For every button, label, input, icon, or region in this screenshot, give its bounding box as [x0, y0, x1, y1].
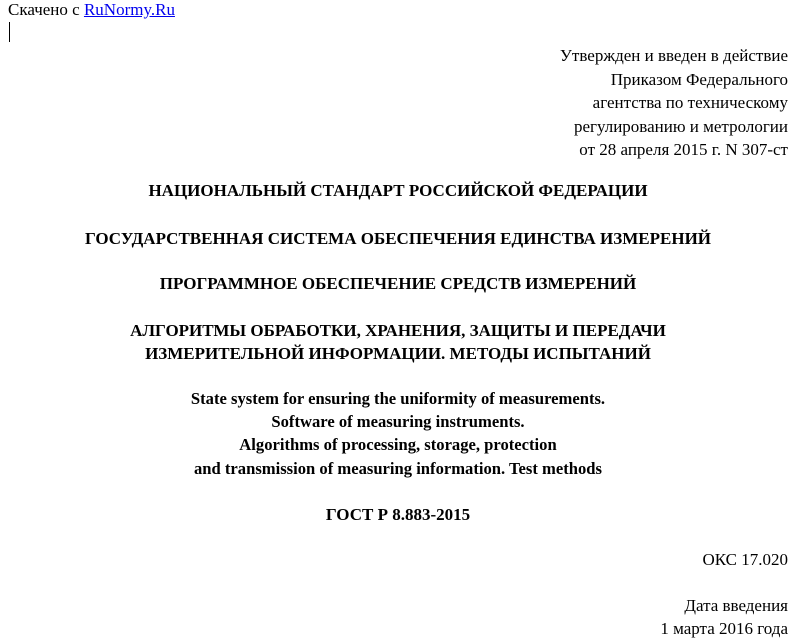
gost-number: ГОСТ Р 8.883-2015	[325, 505, 471, 524]
introduction-date-label: Дата введения	[684, 596, 788, 615]
text-cursor	[9, 22, 10, 42]
approval-block	[560, 44, 788, 162]
algorithms-title-line: ИЗМЕРИТЕЛЬНОЙ ИНФОРМАЦИИ. МЕТОДЫ ИСПЫТАНИЙ	[145, 344, 651, 363]
english-title	[0, 387, 790, 480]
algorithms-title	[0, 319, 790, 365]
english-title-line: Software of measuring instruments.	[271, 412, 525, 432]
national-standard-title: НАЦИОНАЛЬНЫЙ СТАНДАРТ РОССИЙСКОЙ ФЕДЕРАЦИИ	[148, 181, 648, 200]
english-title-line: and transmission of measuring information. Test methods	[194, 458, 602, 478]
approval-line: агентства по техническому	[592, 93, 788, 113]
english-title-line: State system for ensuring the uniformity of measurements.	[190, 389, 606, 408]
oks-code: ОКС 17.020	[702, 550, 788, 569]
state-system-title: ГОСУДАРСТВЕННАЯ СИСТЕМА ОБЕСПЕЧЕНИЯ ЕДИНСТВА ИЗМЕРЕНИЙ	[84, 229, 712, 248]
approval-line: от 28 апреля 2015 г. N 307-ст	[579, 140, 788, 160]
introduction-date: 1 марта 2016 года	[660, 619, 788, 638]
approval-line: Приказом Федерального	[610, 69, 788, 89]
approval-line: Утвержден и введен в действие	[559, 46, 788, 65]
approval-line: регулированию и метрологии	[573, 116, 788, 136]
algorithms-title-line: АЛГОРИТМЫ ОБРАБОТКИ, ХРАНЕНИЯ, ЗАЩИТЫ И ПЕРЕДАЧИ	[130, 321, 666, 340]
download-source-prefix: Скачено с	[8, 0, 80, 19]
source-link[interactable]: RuNormy.Ru	[83, 0, 175, 19]
software-title: ПРОГРАММНОЕ ОБЕСПЕЧЕНИЕ СРЕДСТВ ИЗМЕРЕНИЙ	[159, 274, 637, 293]
download-source-line	[8, 0, 175, 20]
english-title-line: Algorithms of processing, storage, protection	[239, 435, 557, 455]
